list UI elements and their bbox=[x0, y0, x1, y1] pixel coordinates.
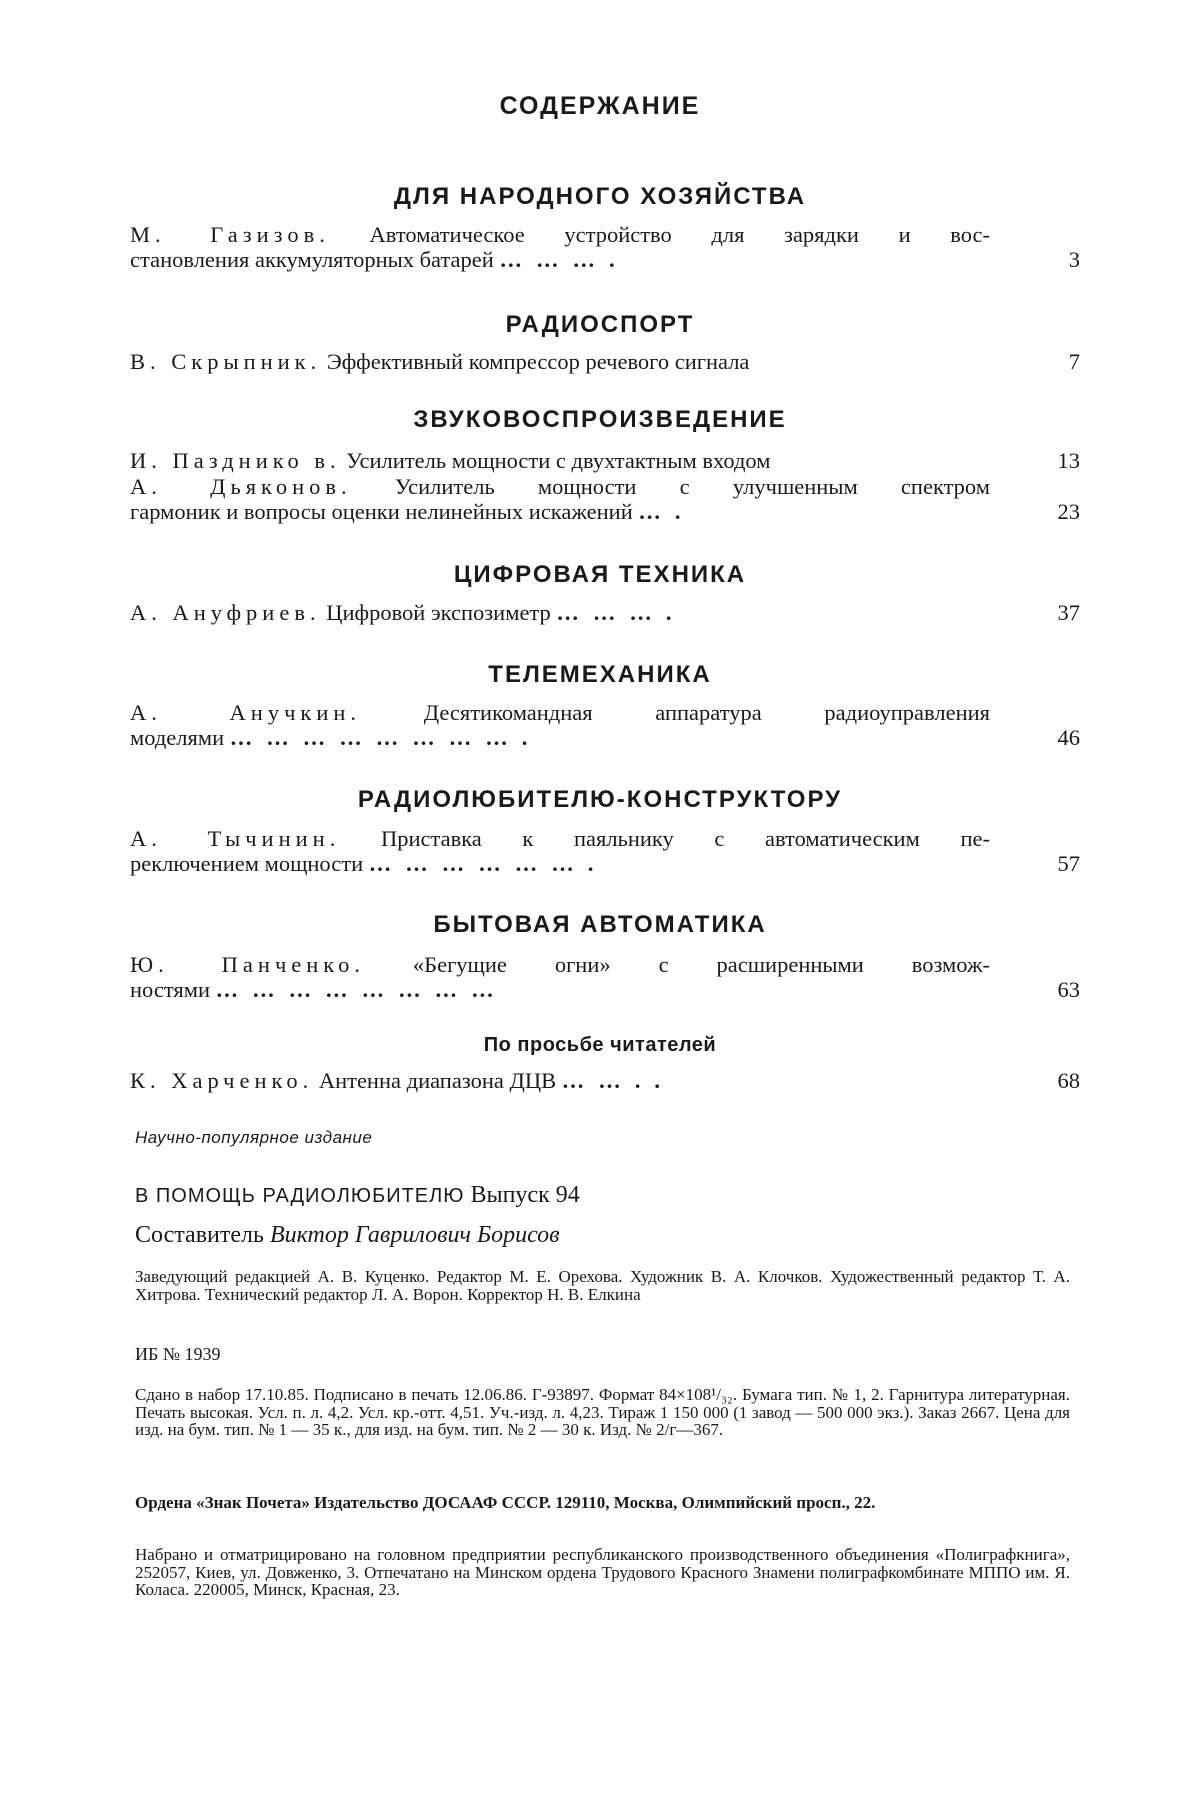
entry-page-number: 57 bbox=[1057, 851, 1080, 876]
entry-page-number: 3 bbox=[1068, 247, 1080, 272]
toc-entry[interactable] bbox=[130, 1068, 1080, 1093]
entry-page-number: 46 bbox=[1057, 725, 1080, 750]
entry-title-line: Усилитель мощности с улучшенным спектром bbox=[394, 474, 990, 499]
series-name: В ПОМОЩЬ РАДИОЛЮБИТЕЛЮ bbox=[135, 1185, 465, 1207]
entry-title-line: ностями bbox=[130, 977, 211, 1002]
entry-title-line: Усилитель мощности с двухтактным входом bbox=[346, 448, 771, 473]
entry-title-line: Десятикомандная аппаратура радиоуправления bbox=[423, 700, 991, 725]
entry-page-number: 37 bbox=[1057, 600, 1080, 625]
entry-title-line: гармоник и вопросы оценки нелинейных искажений bbox=[130, 499, 633, 524]
entry-author: А. Ануфриев. bbox=[130, 600, 321, 625]
production-details: Сдано в набор 17.10.85. Подписано в печать 12.06.86. Г-93897. Формат 84×108¹/₃₂. Бумага тип. № 1, 2. Гарнитура литературная. Печать высокая. Усл. п. л. 4,2. Усл. кр.-отт. 4,51. Уч.-изд. л. 4,23. Тираж 1 150 000 (1 завод — 500 000 экз.). Заказ 2667. Цена для изд. на бум. тип. № 1 — 35 к., для изд. на бум. тип. № 2 — 30 к. Изд. № 2/г—367. bbox=[135, 1385, 1070, 1439]
toc-entry[interactable] bbox=[130, 700, 1080, 750]
leader-dots: ………. bbox=[499, 247, 629, 272]
ib-number: ИБ № 1939 bbox=[135, 1344, 221, 1364]
series-line bbox=[135, 1182, 580, 1209]
publisher-info: Ордена «Знак Почета» Издательство ДОСААФ СССР. 129110, Москва, Олимпийский просп., 22. bbox=[135, 1493, 876, 1512]
section-heading: РАДИОЛЮБИТЕЛЮ-КОНСТРУКТОРУ bbox=[357, 786, 843, 813]
entry-author: А. Анучкин. bbox=[130, 700, 362, 725]
toc-entry[interactable] bbox=[130, 349, 1080, 374]
printer-info: Набрано и отматрицировано на головном предприятии республиканского производственного объединения «Полиграфкнига», 252057, Киев, ул. Довженко, 3. Отпечатано на Минском ордена Трудового Красного Знамени полиграфкомбинате МППО им. Я. Коласа. 220005, Минск, Красная, 23. bbox=[135, 1545, 1070, 1599]
section-heading: ЦИФРОВАЯ ТЕХНИКА bbox=[453, 561, 747, 588]
entry-title-line: Эффективный компрессор речевого сигнала bbox=[326, 349, 750, 374]
toc-entry[interactable] bbox=[130, 600, 1080, 625]
leader-dots: …………………… bbox=[215, 977, 508, 1002]
entry-author: М. Газизов. bbox=[130, 222, 330, 247]
series-issue: Выпуск 94 bbox=[470, 1182, 580, 1208]
leader-dots: ……………………. bbox=[229, 725, 542, 750]
section-heading: По просьбе читателей bbox=[483, 1034, 717, 1056]
entry-title-line: Приставка к паяльнику с автоматическим пе- bbox=[380, 826, 990, 851]
section-heading: ДЛЯ НАРОДНОГО ХОЗЯЙСТВА bbox=[393, 183, 807, 210]
entry-title-line: становления аккумуляторных батарей bbox=[130, 247, 494, 272]
edition-genre: Научно-популярное издание bbox=[135, 1128, 373, 1147]
section-heading: РАДИОСПОРТ bbox=[505, 311, 695, 338]
entry-author: К. Харченко. bbox=[130, 1068, 314, 1093]
entry-page-number: 63 bbox=[1057, 977, 1080, 1002]
page-title: СОДЕРЖАНИЕ bbox=[499, 92, 701, 120]
entry-author: И. Пазднико в. bbox=[130, 448, 341, 473]
entry-author: А. Тычинин. bbox=[130, 826, 341, 851]
entry-title-line: Автоматическое устройство для зарядки и вос- bbox=[369, 222, 991, 247]
compiler-label: Составитель bbox=[135, 1222, 264, 1248]
section-heading: ТЕЛЕМЕХАНИКА bbox=[488, 661, 712, 688]
toc-entry[interactable] bbox=[130, 448, 1080, 473]
entry-title-line: Цифровой экспозиметр bbox=[326, 600, 551, 625]
toc-entry[interactable] bbox=[130, 222, 1080, 272]
section-heading: БЫТОВАЯ АВТОМАТИКА bbox=[433, 911, 767, 938]
leader-dots: …. bbox=[638, 499, 695, 524]
entry-page-number: 68 bbox=[1057, 1068, 1080, 1093]
entry-title-line: «Бегущие огни» с расширенными возмож- bbox=[412, 952, 990, 977]
leader-dots: ………. bbox=[556, 600, 686, 625]
compiler-line bbox=[135, 1222, 560, 1249]
entry-page-number: 7 bbox=[1068, 349, 1080, 374]
entry-author: Ю. Панченко. bbox=[130, 952, 365, 977]
leader-dots: …….. bbox=[561, 1068, 674, 1093]
entry-title-line: Антенна диапазона ДЦВ bbox=[318, 1068, 557, 1093]
entry-page-number: 13 bbox=[1057, 448, 1080, 473]
entry-author: А. Дьяконов. bbox=[130, 474, 352, 499]
toc-entry[interactable] bbox=[130, 474, 1080, 524]
entry-page-number: 23 bbox=[1057, 499, 1080, 524]
toc-entry[interactable] bbox=[130, 952, 1080, 1002]
editorial-staff: Заведующий редакцией А. В. Куценко. Редактор М. Е. Орехова. Художник В. А. Клочков. Художественный редактор Т. А. Хитрова. Технический редактор Л. А. Ворон. Корректор Н. В. Елкина bbox=[135, 1267, 1070, 1304]
toc-entry[interactable] bbox=[130, 826, 1080, 876]
entry-author: В. Скрыпник. bbox=[130, 349, 322, 374]
leader-dots: ………………. bbox=[368, 851, 608, 876]
entry-title-line: моделями bbox=[130, 725, 225, 750]
entry-title-line: реключением мощности bbox=[130, 851, 364, 876]
section-heading: ЗВУКОВОСПРОИЗВЕДЕНИЕ bbox=[413, 406, 787, 433]
compiler-name: Виктор Гаврилович Борисов bbox=[269, 1222, 560, 1248]
